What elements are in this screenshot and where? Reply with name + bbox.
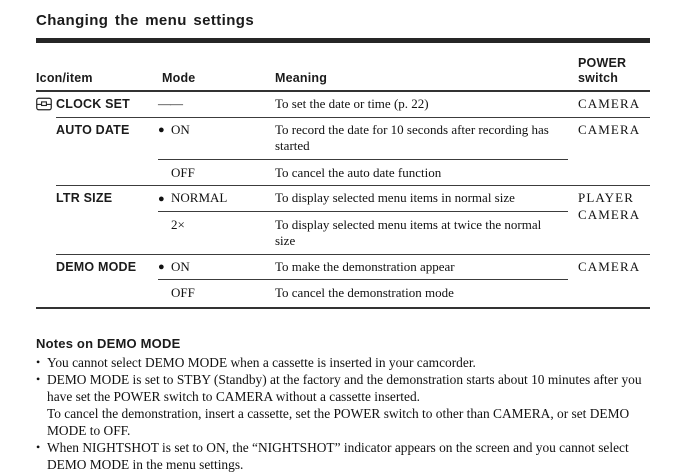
item-name-demo-mode: DEMO MODE bbox=[56, 259, 137, 274]
note-text: DEMO MODE is set to STBY (Standby) at the factory and the demonstration starts about 10 minutes after you have set the POWER switch to CAMERA without a cassette inserted. bbox=[47, 371, 642, 404]
header-meaning: Meaning bbox=[275, 71, 328, 85]
bullet-icon: • bbox=[36, 439, 41, 454]
header-mode: Mode bbox=[162, 71, 196, 85]
mode-value bbox=[158, 92, 275, 115]
mode-value: ● ON bbox=[158, 121, 190, 137]
mode-value: ● ON bbox=[158, 258, 190, 274]
mode-value: 2× bbox=[171, 216, 185, 232]
setup-menu-icon bbox=[36, 92, 56, 115]
notes-heading: Notes on DEMO MODE bbox=[36, 335, 181, 351]
note-item bbox=[36, 371, 642, 439]
power-switch-value: CAMERA bbox=[578, 258, 641, 274]
note-text: To cancel the demonstration, insert a cassette, set the POWER switch to other than CAMERA, or set DEMO MODE to OFF. bbox=[47, 405, 630, 438]
note-text: When NIGHTSHOT is set to ON, the “NIGHTSHOT” indicator appears on the screen and you cannot select DEMO MODE in the menu settings. bbox=[47, 439, 629, 472]
note-text: You cannot select DEMO MODE when a cassette is inserted in your camcorder. bbox=[47, 354, 476, 370]
mode-value: OFF bbox=[171, 164, 195, 180]
table-row-group-auto-date bbox=[36, 118, 650, 184]
note-item bbox=[36, 439, 642, 473]
power-switch-value: CAMERA bbox=[578, 121, 641, 137]
power-switch-value: PLAYER CAMERA bbox=[578, 190, 641, 222]
table-header-row bbox=[36, 43, 650, 92]
item-name-auto-date: AUTO DATE bbox=[56, 122, 130, 137]
default-marker: ● bbox=[158, 192, 165, 205]
mode-value: ● NORMAL bbox=[158, 190, 228, 205]
mode-dash: —— bbox=[158, 96, 182, 111]
header-power-line2: switch bbox=[578, 71, 619, 85]
mode-divider bbox=[158, 159, 568, 160]
meaning-text: To record the date for 10 seconds after recording has started bbox=[275, 121, 549, 153]
default-marker: ● bbox=[158, 261, 165, 273]
meaning-text: To display selected menu items in normal size bbox=[275, 190, 515, 205]
mode-value: OFF bbox=[171, 285, 195, 300]
table-bottom-rule bbox=[36, 307, 650, 309]
table-row-group-ltr-size bbox=[36, 186, 650, 252]
meaning-text: To cancel the auto date function bbox=[275, 164, 442, 180]
header-power-switch bbox=[568, 56, 650, 86]
power-switch-value: CAMERA bbox=[578, 96, 641, 111]
menu-settings-table bbox=[36, 43, 650, 309]
note-item bbox=[36, 354, 642, 371]
default-marker: ● bbox=[158, 124, 165, 136]
meaning-text: To make the demonstration appear bbox=[275, 258, 455, 274]
table-row-group-clock-set bbox=[36, 92, 650, 115]
mode-divider bbox=[158, 279, 568, 280]
header-icon-item: Icon/item bbox=[36, 71, 93, 85]
item-name-ltr-size: LTR SIZE bbox=[56, 191, 113, 205]
bullet-icon: • bbox=[36, 354, 41, 369]
meaning-text: To set the date or time (p. 22) bbox=[275, 96, 429, 111]
mode-divider bbox=[158, 211, 568, 212]
notes-section bbox=[36, 335, 642, 473]
bullet-icon: • bbox=[36, 371, 41, 386]
item-name-clock-set: CLOCK SET bbox=[56, 97, 131, 111]
page-title: Changing the menu settings bbox=[36, 12, 255, 29]
table-row-group-demo-mode bbox=[36, 255, 650, 304]
header-power-line1: POWER bbox=[578, 56, 627, 70]
meaning-text: To cancel the demonstration mode bbox=[275, 285, 454, 300]
meaning-text: To display selected menu items at twice the normal size bbox=[275, 216, 542, 248]
